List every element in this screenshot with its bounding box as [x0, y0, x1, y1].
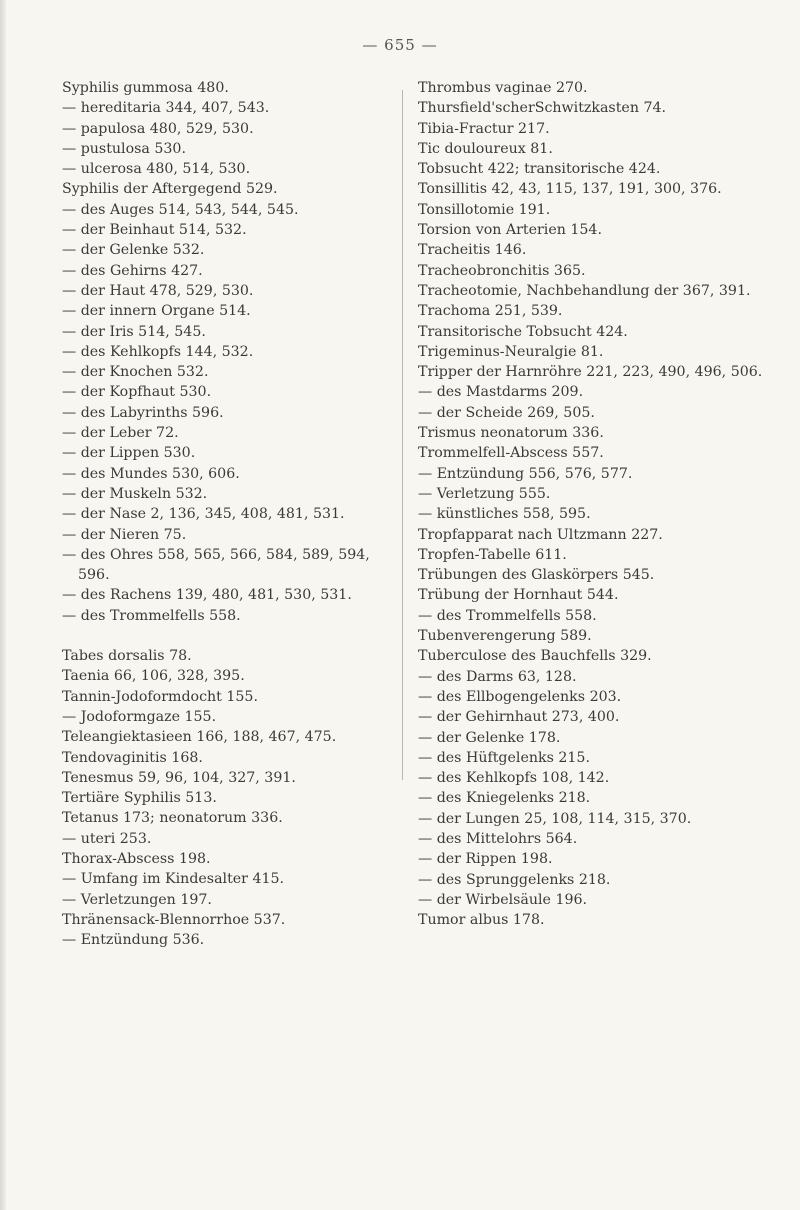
index-entry: Tracheitis 146.	[418, 242, 527, 259]
index-entry: — Umfang im Kindesalter 415.	[62, 871, 285, 888]
index-entry: Tic douloureux 81.	[418, 140, 553, 157]
index-entry: — Verletzung 555.	[418, 485, 551, 502]
index-entry: — pustulosa 530.	[62, 140, 186, 157]
index-entry: — des Ellbogengelenks 203.	[418, 688, 622, 705]
index-entry: Taenia 66, 106, 328, 395.	[62, 668, 245, 685]
index-entry: Tonsillotomie 191.	[418, 201, 551, 218]
index-entry: — des Darms 63, 128.	[418, 668, 577, 685]
index-entry: Transitorische Tobsucht 424.	[418, 323, 628, 340]
index-entry: Tonsillitis 42, 43, 115, 137, 191, 300, 376.	[418, 181, 722, 198]
index-entry: — des Mastdarms 209.	[418, 384, 584, 401]
column-divider	[402, 90, 403, 780]
index-entry: Tobsucht 422; transitorische 424.	[418, 161, 661, 178]
index-entry: Thränensack-Blennorrhoe 537.	[62, 911, 286, 928]
index-entry: Tabes dorsalis 78.	[62, 648, 192, 665]
index-entry: — der Iris 514, 545.	[62, 323, 206, 340]
index-entry: Thrombus vaginae 270.	[418, 80, 588, 96]
index-entry: — des Labyrinths 596.	[62, 404, 224, 421]
index-entry: Tertiäre Syphilis 513.	[62, 790, 217, 807]
index-entry: — des Gehirns 427.	[62, 262, 203, 279]
page-edge-shadow	[0, 0, 6, 1210]
index-entry: — der Scheide 269, 505.	[418, 404, 595, 421]
index-entry: — der Nase 2, 136, 345, 408, 481, 531.	[62, 506, 345, 523]
index-entry: — des Kniegelenks 218.	[418, 790, 591, 807]
index-entry: Tropfen-Tabelle 611.	[418, 546, 567, 563]
index-entry: — der innern Organe 514.	[62, 303, 251, 320]
index-entry: — der Haut 478, 529, 530.	[62, 282, 254, 299]
index-entry: Tubenverengerung 589.	[418, 628, 592, 645]
index-entry: Tendovaginitis 168.	[62, 749, 203, 766]
index-entry: — der Lungen 25, 108, 114, 315, 370.	[418, 810, 692, 827]
index-entry: — Entzündung 556, 576, 577.	[418, 465, 633, 482]
index-entry: Tetanus 173; neonatorum 336.	[62, 810, 283, 827]
index-entry: — künstliches 558, 595.	[418, 506, 591, 523]
index-entry: — Entzündung 536.	[62, 932, 205, 949]
index-column-left	[62, 78, 392, 950]
index-entry: — des Ohres 558, 565, 566, 584, 589, 594, 596.	[62, 546, 370, 584]
section-gap	[62, 626, 392, 646]
index-entry: Trübungen des Glaskörpers 545.	[418, 567, 655, 584]
index-column-right	[418, 78, 763, 930]
index-entry: Tenesmus 59, 96, 104, 327, 391.	[62, 769, 296, 786]
index-entry: — Verletzungen 197.	[62, 891, 212, 908]
index-entry: — ulcerosa 480, 514, 530.	[62, 161, 251, 178]
index-entry: Trismus neonatorum 336.	[418, 425, 604, 442]
index-entry: Syphilis der Aftergegend 529.	[62, 181, 278, 198]
index-entry: — des Kehlkopfs 144, 532.	[62, 343, 254, 360]
index-entry: — der Wirbelsäule 196.	[418, 891, 588, 908]
index-entry: Trommelfell-Abscess 557.	[418, 445, 604, 462]
index-entry: Tripper der Harnröhre 221, 223, 490, 496, 506.	[418, 364, 763, 381]
index-entry: — des Trommelfells 558.	[62, 607, 241, 624]
index-entry: — des Mittelohrs 564.	[418, 830, 578, 847]
index-entry: Tibia-Fractur 217.	[418, 120, 550, 137]
index-entry: Tracheotomie, Nachbehandlung der 367, 391.	[418, 282, 751, 299]
index-entry: — der Leber 72.	[62, 425, 179, 442]
index-entry: Tumor albus 178.	[418, 912, 545, 929]
index-entry: Syphilis gummosa 480.	[62, 80, 229, 96]
index-entry: Teleangiektasieen 166, 188, 467, 475.	[62, 729, 337, 746]
index-entry: — der Nieren 75.	[62, 526, 187, 543]
page-number: — 655 —	[362, 36, 438, 54]
index-entry: Trigeminus-Neuralgie 81.	[418, 343, 604, 360]
index-entry: — uteri 253.	[62, 830, 152, 847]
index-entry: — des Trommelfells 558.	[418, 607, 597, 624]
index-entry: Trübung der Hornhaut 544.	[418, 587, 619, 604]
index-entry: — hereditaria 344, 407, 543.	[62, 100, 270, 117]
index-entry: — des Mundes 530, 606.	[62, 465, 240, 482]
index-entry: — der Muskeln 532.	[62, 485, 208, 502]
index-entry: — des Hüftgelenks 215.	[418, 749, 590, 766]
index-entry: Trachoma 251, 539.	[418, 303, 563, 320]
index-entry: — der Gehirnhaut 273, 400.	[418, 709, 620, 726]
index-entry: — der Gelenke 532.	[62, 242, 205, 259]
index-entry: — der Beinhaut 514, 532.	[62, 222, 247, 239]
index-entry: Thorax-Abscess 198.	[62, 850, 211, 867]
index-entry: Tannin-Jodoformdocht 155.	[62, 688, 258, 705]
index-entry: — der Lippen 530.	[62, 445, 196, 462]
index-entry: Tropfapparat nach Ultzmann 227.	[418, 526, 663, 543]
index-entry: Tracheobronchitis 365.	[418, 262, 586, 279]
index-entry: — des Rachens 139, 480, 481, 530, 531.	[62, 587, 352, 604]
index-entry: — der Rippen 198.	[418, 851, 553, 868]
index-entry: — papulosa 480, 529, 530.	[62, 120, 254, 137]
index-entry: Torsion von Arterien 154.	[418, 222, 602, 239]
index-entry: — Jodoformgaze 155.	[62, 708, 217, 725]
index-entry: — der Kopfhaut 530.	[62, 384, 212, 401]
index-entry: — der Knochen 532.	[62, 364, 209, 381]
index-entry: Thursfield'scherSchwitzkasten 74.	[418, 100, 667, 117]
index-entry: — des Auges 514, 543, 544, 545.	[62, 201, 299, 218]
index-entry: Tuberculose des Bauchfells 329.	[418, 648, 652, 665]
index-entry: — des Sprunggelenks 218.	[418, 871, 611, 888]
index-entry: — des Kehlkopfs 108, 142.	[418, 770, 610, 787]
index-entry: — der Gelenke 178.	[418, 729, 561, 746]
